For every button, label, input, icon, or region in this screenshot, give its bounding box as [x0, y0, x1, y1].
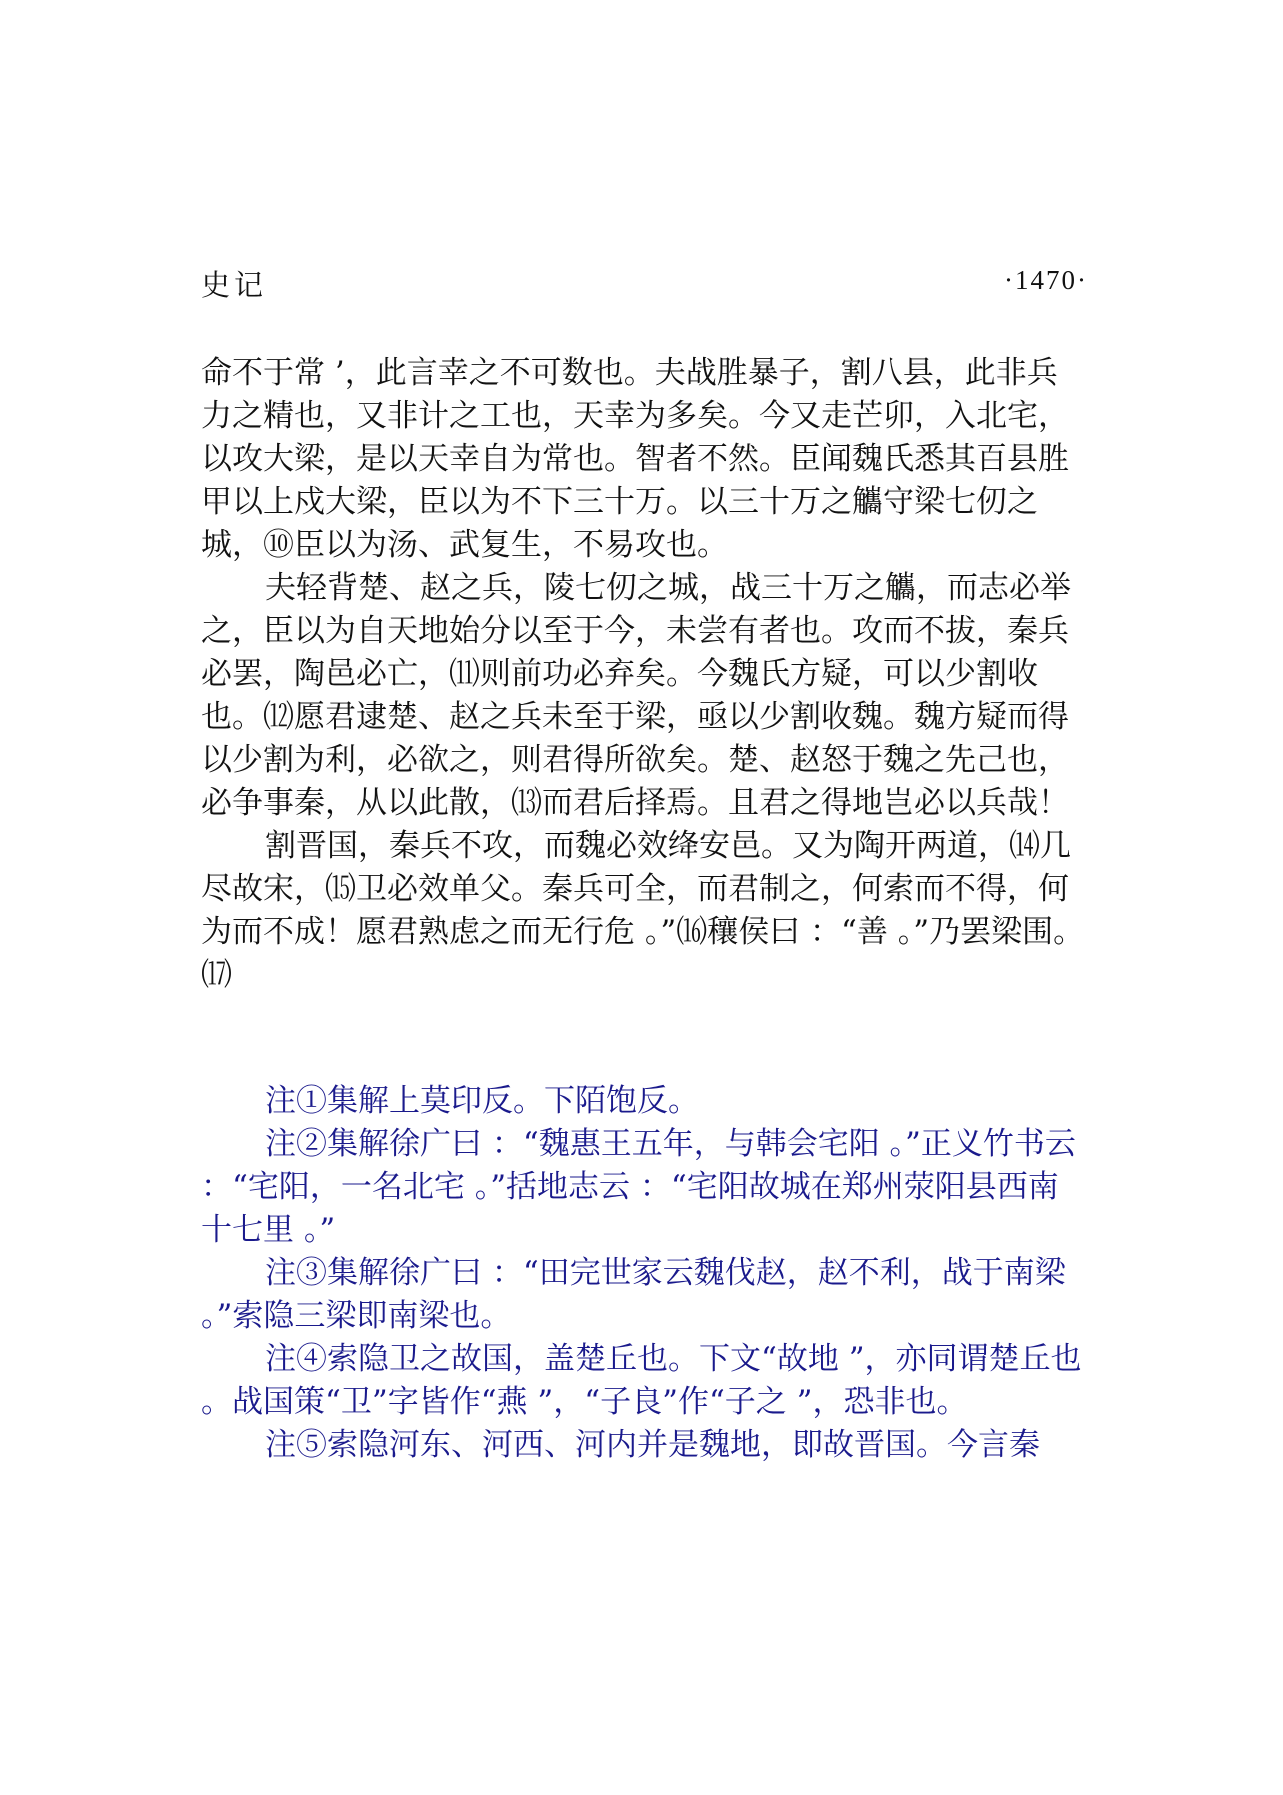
book-title: 史记 [201, 268, 268, 302]
paragraph: 夫轻背楚、赵之兵，陵七仞之城，战三十万之觿，而志必举之，臣以为自天地始分以至于今，未尝有者也。攻而不拔，秦兵必罢，陶邑必亡，⑾则前功必弃矣。今魏氏方疑，可以少割收也。⑿愿君逮楚、赵之兵未至于梁，亟以少割收魏。魏方疑而得以少割为利，必欲之，则君得所欲矣。楚、赵怒于魏之先己也，必争事秦，从以此散，⒀而君后择焉。且君之得地岂必以兵哉！ [201, 570, 1071, 821]
note: 注⑤索隐河东、河西、河内并是魏地，即故晋国。今言秦 [265, 1427, 1040, 1463]
note: 注①集解上莫印反。下陌饱反。 [265, 1083, 699, 1119]
note: 注④索隐卫之故国，盖楚丘也。下文“故地 ”，亦同谓楚丘也 。战国策“卫”字皆作“燕 ”，“子良”作“子之 ”，恐非也。 [201, 1341, 1082, 1420]
paragraph: 割晋国，秦兵不攻，而魏必效绛安邑。又为陶开两道，⒁几尽故宋，⒂卫必效单父。秦兵可全，而君制之，何索而不得，何为而不成！愿君熟虑之而无行危 。”⒃穰侯曰 ：“善 。”乃罢梁围。⒄ [201, 828, 1085, 993]
main-text [201, 352, 1088, 997]
notes-section [201, 1080, 1088, 1467]
note: 注③集解徐广曰 ：“田完世家云魏伐赵，赵不利，战于南梁 。”索隐三梁即南梁也。 [201, 1255, 1066, 1334]
page-header [201, 263, 1088, 313]
paragraph: 命不于常 ’，此言幸之不可数也。夫战胜暴子，割八县，此非兵力之精也，又非计之工也，天幸为多矣。今又走芒卯，入北宅，以攻大梁，是以天幸自为常也。智者不然。臣闻魏氏悉其百县胜甲以上戍大梁，臣以为不下三十万。以三十万之觿守梁七仞之城，⑩臣以为汤、武复生，不易攻也。 [201, 355, 1069, 563]
page-number: ·1470· [1004, 265, 1088, 295]
note: 注②集解徐广曰 ：“魏惠王五年，与韩会宅阳 。”正义竹书云 ：“宅阳，一名北宅 。”括地志云 ：“宅阳故城在郑州荥阳县西南十七里 。” [201, 1126, 1076, 1248]
